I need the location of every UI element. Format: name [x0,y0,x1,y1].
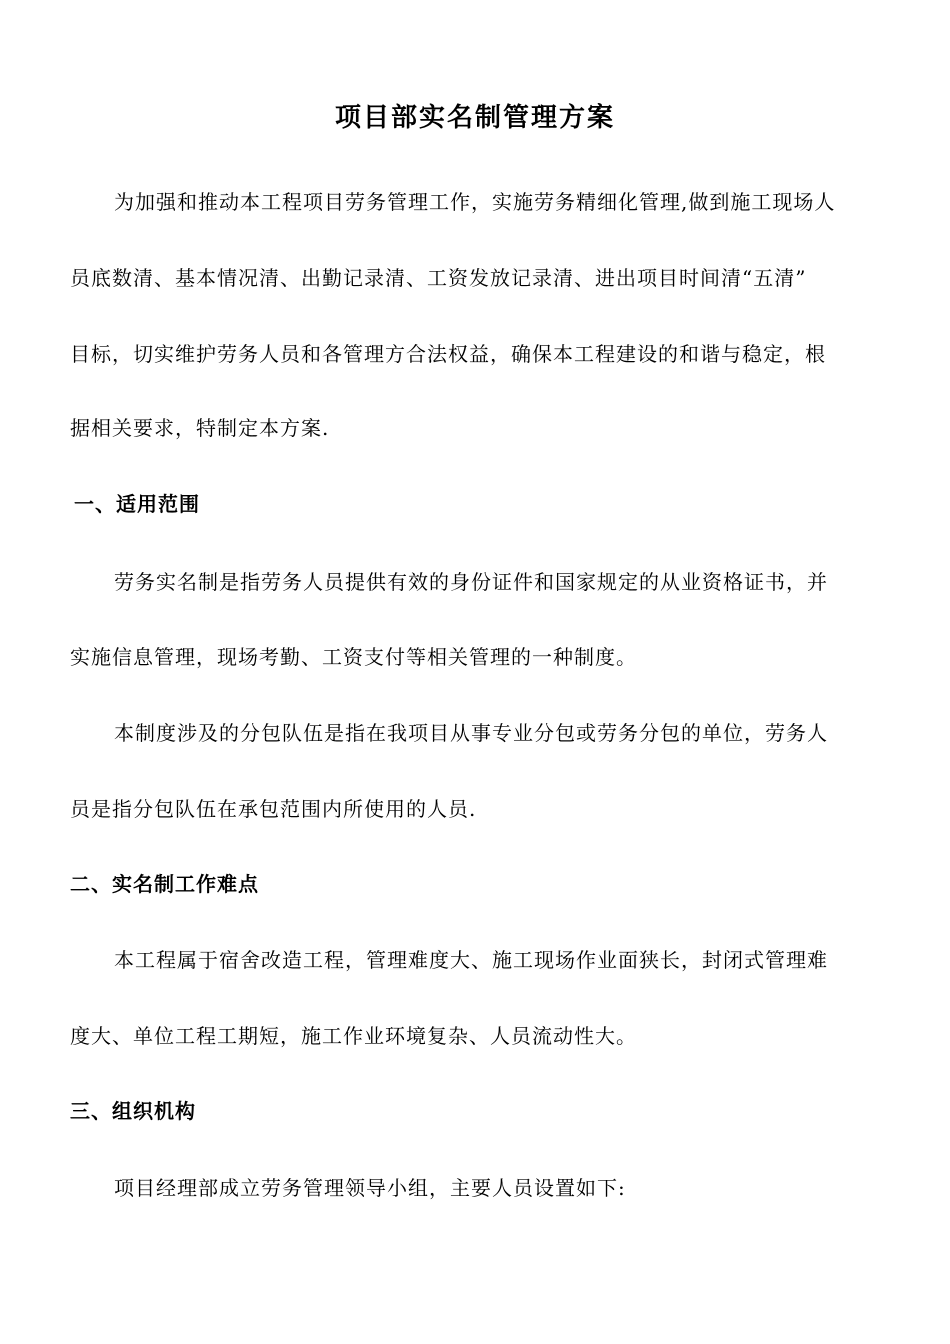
difficulties-line-2: 度大、单位工程工期短，施工作业环境复杂、人员流动性大。 [70,1024,637,1048]
document-title: 项目部实名制管理方案 [334,103,615,133]
section-heading-organization: 三、组织机构 [70,1099,196,1123]
intro-line-4: 据相关要求，特制定本方案. [70,416,330,440]
scope-p1-line-2: 实施信息管理，现场考勤、工资支付等相关管理的一种制度。 [70,645,637,669]
scope-p1-line-1: 劳务实名制是指劳务人员提供有效的身份证件和国家规定的从业资格证书，并 [114,570,828,594]
section-heading-scope: 一、适用范围 [74,492,200,516]
intro-line-3: 目标，切实维护劳务人员和各管理方合法权益，确保本工程建设的和谐与稳定，根 [70,342,826,366]
scope-p2-line-2: 员是指分包队伍在承包范围内所使用的人员. [70,797,477,821]
scope-p2-line-1: 本制度涉及的分包队伍是指在我项目从事专业分包或劳务分包的单位，劳务人 [114,721,828,745]
difficulties-line-1: 本工程属于宿舍改造工程，管理难度大、施工现场作业面狭长，封闭式管理难 [114,948,828,972]
intro-line-1: 为加强和推动本工程项目劳务管理工作，实施劳务精细化管理,做到施工现场人 [114,190,836,214]
section-heading-difficulties: 二、实名制工作难点 [70,872,259,896]
intro-line-2: 员底数清、基本情况清、出勤记录清、工资发放记录清、进出项目时间清“五清” [70,266,807,290]
organization-line-1: 项目经理部成立劳务管理领导小组，主要人员设置如下: [114,1176,626,1200]
